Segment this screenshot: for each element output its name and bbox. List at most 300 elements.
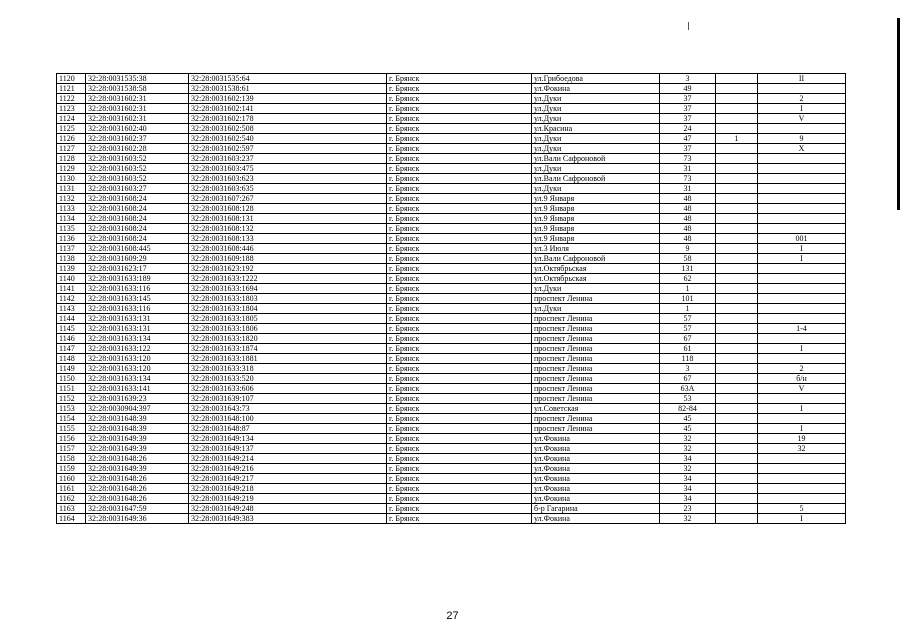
table-row xyxy=(57,364,846,374)
cell-building xyxy=(716,274,758,284)
cell-building xyxy=(716,384,758,394)
cell-row-number: 1160 xyxy=(57,474,86,484)
cell-parent-cadastral-number: 32:28:0031608:24 xyxy=(86,204,189,214)
cell-parent-cadastral-number: 32:28:0031649:39 xyxy=(86,464,189,474)
cell-city: г. Брянск xyxy=(387,444,532,454)
cell-street: ул.Фокина xyxy=(532,84,660,94)
cell-cadastral-number: 32:28:0031649:219 xyxy=(189,494,387,504)
cell-house-number: 1 xyxy=(660,284,716,294)
cell-street: ул.Красина xyxy=(532,124,660,134)
cell-row-number: 1123 xyxy=(57,104,86,114)
table-row xyxy=(57,214,846,224)
cell-parent-cadastral-number: 32:28:0031602:31 xyxy=(86,104,189,114)
cell-building xyxy=(716,204,758,214)
cell-street: ул.Дуки xyxy=(532,284,660,294)
cell-house-number: 34 xyxy=(660,474,716,484)
cell-house-number: 23 xyxy=(660,504,716,514)
cell-row-number: 1153 xyxy=(57,404,86,414)
table-row xyxy=(57,494,846,504)
cell-parent-cadastral-number: 32:28:0031602:40 xyxy=(86,124,189,134)
table-row xyxy=(57,474,846,484)
cell-city: г. Брянск xyxy=(387,164,532,174)
cell-building xyxy=(716,214,758,224)
cell-city: г. Брянск xyxy=(387,384,532,394)
cell-cadastral-number: 32:28:0031608:133 xyxy=(189,234,387,244)
table-row xyxy=(57,294,846,304)
cell-cadastral-number: 32:28:0031648:100 xyxy=(189,414,387,424)
cell-city: г. Брянск xyxy=(387,134,532,144)
table-row xyxy=(57,324,846,334)
cell-city: г. Брянск xyxy=(387,94,532,104)
cell-street: ул.9 Января xyxy=(532,204,660,214)
cell-parent-cadastral-number: 32:28:0031603:52 xyxy=(86,164,189,174)
cell-cadastral-number: 32:28:0031633:1874 xyxy=(189,344,387,354)
cell-apartment xyxy=(758,84,846,94)
cell-parent-cadastral-number: 32:28:0031648:39 xyxy=(86,414,189,424)
cell-row-number: 1163 xyxy=(57,504,86,514)
cell-city: г. Брянск xyxy=(387,194,532,204)
cell-apartment: X xyxy=(758,144,846,154)
table-row xyxy=(57,154,846,164)
cell-street: ул.Вали Сафроновой xyxy=(532,154,660,164)
cell-apartment: 001 xyxy=(758,234,846,244)
cell-street: проспект Ленина xyxy=(532,374,660,384)
cell-apartment: 1-4 xyxy=(758,324,846,334)
table-row xyxy=(57,514,846,524)
table-row xyxy=(57,224,846,234)
cell-cadastral-number: 32:28:0031649:137 xyxy=(189,444,387,454)
table-row xyxy=(57,134,846,144)
cell-apartment xyxy=(758,224,846,234)
cell-building xyxy=(716,374,758,384)
cell-parent-cadastral-number: 32:28:0031648:39 xyxy=(86,424,189,434)
cell-building xyxy=(716,114,758,124)
cell-apartment: б/н xyxy=(758,374,846,384)
cell-house-number: 1 xyxy=(660,304,716,314)
cell-street: б-р Гагарина xyxy=(532,504,660,514)
cell-street: ул.Фокина xyxy=(532,444,660,454)
cell-house-number: 31 xyxy=(660,184,716,194)
cell-street: ул.9 Января xyxy=(532,224,660,234)
table-row xyxy=(57,354,846,364)
cell-apartment xyxy=(758,274,846,284)
cell-house-number: 131 xyxy=(660,264,716,274)
cell-parent-cadastral-number: 32:28:0031602:31 xyxy=(86,114,189,124)
cell-row-number: 1122 xyxy=(57,94,86,104)
cell-city: г. Брянск xyxy=(387,224,532,234)
cell-apartment xyxy=(758,214,846,224)
cell-city: г. Брянск xyxy=(387,294,532,304)
cell-apartment xyxy=(758,184,846,194)
cell-street: ул.Вали Сафроновой xyxy=(532,174,660,184)
cell-street: ул.Грибоедова xyxy=(532,74,660,84)
cell-cadastral-number: 32:28:0031633:1803 xyxy=(189,294,387,304)
cell-building xyxy=(716,434,758,444)
cell-city: г. Брянск xyxy=(387,234,532,244)
cell-apartment xyxy=(758,314,846,324)
cell-row-number: 1152 xyxy=(57,394,86,404)
cell-building xyxy=(716,194,758,204)
cell-building xyxy=(716,244,758,254)
cell-street: проспект Ленина xyxy=(532,354,660,364)
cell-street: проспект Ленина xyxy=(532,344,660,354)
cell-apartment xyxy=(758,484,846,494)
table-row xyxy=(57,404,846,414)
cell-apartment xyxy=(758,454,846,464)
cell-house-number: 101 xyxy=(660,294,716,304)
cell-city: г. Брянск xyxy=(387,514,532,524)
cell-apartment: 9 xyxy=(758,134,846,144)
cell-city: г. Брянск xyxy=(387,144,532,154)
cell-parent-cadastral-number: 32:28:0031608:24 xyxy=(86,214,189,224)
cell-house-number: 3 xyxy=(660,364,716,374)
cell-city: г. Брянск xyxy=(387,114,532,124)
cell-cadastral-number: 32:28:0031602:540 xyxy=(189,134,387,144)
cell-street: ул.Фокина xyxy=(532,514,660,524)
cell-house-number: 48 xyxy=(660,224,716,234)
cell-cadastral-number: 32:28:0031649:218 xyxy=(189,484,387,494)
cell-cadastral-number: 32:28:0031538:61 xyxy=(189,84,387,94)
cell-apartment: I xyxy=(758,514,846,524)
cell-parent-cadastral-number: 32:28:0031633:131 xyxy=(86,324,189,334)
cell-building xyxy=(716,334,758,344)
cell-cadastral-number: 32:28:0031633:1805 xyxy=(189,314,387,324)
cell-row-number: 1139 xyxy=(57,264,86,274)
cell-building xyxy=(716,174,758,184)
cell-apartment: 19 xyxy=(758,434,846,444)
cell-building xyxy=(716,484,758,494)
cell-parent-cadastral-number: 32:28:0031623:17 xyxy=(86,264,189,274)
cell-building xyxy=(716,94,758,104)
cell-cadastral-number: 32:28:0031633:1804 xyxy=(189,304,387,314)
cell-parent-cadastral-number: 32:28:0031647:59 xyxy=(86,504,189,514)
cell-building xyxy=(716,74,758,84)
cell-cadastral-number: 32:28:0031602:139 xyxy=(189,94,387,104)
cell-row-number: 1120 xyxy=(57,74,86,84)
cell-apartment xyxy=(758,474,846,484)
cell-row-number: 1142 xyxy=(57,294,86,304)
cell-building xyxy=(716,234,758,244)
cell-building xyxy=(716,254,758,264)
table-row xyxy=(57,204,846,214)
cell-building xyxy=(716,354,758,364)
cell-row-number: 1162 xyxy=(57,494,86,504)
cell-row-number: 1157 xyxy=(57,444,86,454)
table-row xyxy=(57,344,846,354)
cell-cadastral-number: 32:28:0031602:508 xyxy=(189,124,387,134)
cell-cadastral-number: 32:28:0031648:87 xyxy=(189,424,387,434)
cell-row-number: 1132 xyxy=(57,194,86,204)
cell-city: г. Брянск xyxy=(387,204,532,214)
cell-street: ул.Дуки xyxy=(532,114,660,124)
cell-house-number: 49 xyxy=(660,84,716,94)
cell-house-number: 73 xyxy=(660,154,716,164)
cell-street: ул.Фокина xyxy=(532,434,660,444)
cell-parent-cadastral-number: 32:28:0031649:36 xyxy=(86,514,189,524)
cell-building xyxy=(716,364,758,374)
cell-cadastral-number: 32:28:0031609:188 xyxy=(189,254,387,264)
table-row xyxy=(57,424,846,434)
cell-apartment xyxy=(758,264,846,274)
cell-street: ул.Дуки xyxy=(532,94,660,104)
cell-house-number: 53 xyxy=(660,394,716,404)
cell-city: г. Брянск xyxy=(387,214,532,224)
cell-house-number: 32 xyxy=(660,464,716,474)
cell-parent-cadastral-number: 32:28:0031648:26 xyxy=(86,484,189,494)
cell-row-number: 1125 xyxy=(57,124,86,134)
cell-street: проспект Ленина xyxy=(532,334,660,344)
cell-city: г. Брянск xyxy=(387,484,532,494)
cell-cadastral-number: 32:28:0031623:192 xyxy=(189,264,387,274)
cell-apartment xyxy=(758,354,846,364)
table-row xyxy=(57,414,846,424)
cell-cadastral-number: 32:28:0031608:446 xyxy=(189,244,387,254)
cell-city: г. Брянск xyxy=(387,334,532,344)
cell-parent-cadastral-number: 32:28:0031633:189 xyxy=(86,274,189,284)
cell-apartment xyxy=(758,334,846,344)
cell-city: г. Брянск xyxy=(387,424,532,434)
cell-apartment xyxy=(758,304,846,314)
cell-city: г. Брянск xyxy=(387,374,532,384)
cell-street: проспект Ленина xyxy=(532,314,660,324)
cell-building xyxy=(716,284,758,294)
cell-street: ул.Фокина xyxy=(532,464,660,474)
table-row xyxy=(57,244,846,254)
cell-city: г. Брянск xyxy=(387,454,532,464)
table-row xyxy=(57,114,846,124)
cell-house-number: 37 xyxy=(660,94,716,104)
cell-row-number: 1156 xyxy=(57,434,86,444)
cell-cadastral-number: 32:28:0031649:134 xyxy=(189,434,387,444)
table-row xyxy=(57,74,846,84)
cell-street: проспект Ленина xyxy=(532,324,660,334)
cell-city: г. Брянск xyxy=(387,154,532,164)
cell-row-number: 1143 xyxy=(57,304,86,314)
table-row xyxy=(57,374,846,384)
cell-apartment: I xyxy=(758,104,846,114)
cell-apartment: V xyxy=(758,114,846,124)
cell-parent-cadastral-number: 32:28:0031633:131 xyxy=(86,314,189,324)
cell-apartment: II xyxy=(758,74,846,84)
cell-street: проспект Ленина xyxy=(532,394,660,404)
cell-row-number: 1154 xyxy=(57,414,86,424)
cell-parent-cadastral-number: 32:28:0031633:120 xyxy=(86,364,189,374)
cell-parent-cadastral-number: 32:28:0031602:31 xyxy=(86,94,189,104)
cell-row-number: 1135 xyxy=(57,224,86,234)
cell-street: ул.Фокина xyxy=(532,494,660,504)
cell-city: г. Брянск xyxy=(387,264,532,274)
cell-house-number: 57 xyxy=(660,324,716,334)
cell-city: г. Брянск xyxy=(387,84,532,94)
cell-city: г. Брянск xyxy=(387,404,532,414)
cell-row-number: 1131 xyxy=(57,184,86,194)
cell-parent-cadastral-number: 32:28:0031633:141 xyxy=(86,384,189,394)
cell-row-number: 1130 xyxy=(57,174,86,184)
cell-row-number: 1127 xyxy=(57,144,86,154)
cell-city: г. Брянск xyxy=(387,254,532,264)
cell-city: г. Брянск xyxy=(387,74,532,84)
page-number: 27 xyxy=(446,610,459,622)
cell-building xyxy=(716,414,758,424)
cell-cadastral-number: 32:28:0031603:635 xyxy=(189,184,387,194)
cell-cadastral-number: 32:28:0031603:237 xyxy=(189,154,387,164)
cell-city: г. Брянск xyxy=(387,274,532,284)
cell-cadastral-number: 32:28:0031633:1820 xyxy=(189,334,387,344)
cell-cadastral-number: 32:28:0031603:623 xyxy=(189,174,387,184)
cell-building xyxy=(716,454,758,464)
cell-parent-cadastral-number: 32:28:0031609:29 xyxy=(86,254,189,264)
table-row xyxy=(57,284,846,294)
cell-building xyxy=(716,404,758,414)
cell-city: г. Брянск xyxy=(387,464,532,474)
cell-street: ул.Дуки xyxy=(532,144,660,154)
cell-parent-cadastral-number: 32:28:0031633:134 xyxy=(86,334,189,344)
cell-cadastral-number: 32:28:0031602:178 xyxy=(189,114,387,124)
cell-building xyxy=(716,164,758,174)
cell-building xyxy=(716,84,758,94)
cell-apartment xyxy=(758,464,846,474)
cell-apartment: I xyxy=(758,344,846,354)
cell-house-number: 73 xyxy=(660,174,716,184)
cell-house-number: 57 xyxy=(660,314,716,324)
table-row xyxy=(57,84,846,94)
cell-row-number: 1136 xyxy=(57,234,86,244)
cell-apartment: 2 xyxy=(758,364,846,374)
cell-building xyxy=(716,184,758,194)
cell-street: проспект Ленина xyxy=(532,364,660,374)
cell-row-number: 1121 xyxy=(57,84,86,94)
cell-parent-cadastral-number: 32:28:0031633:122 xyxy=(86,344,189,354)
cell-house-number: 67 xyxy=(660,374,716,384)
cell-row-number: 1128 xyxy=(57,154,86,164)
cell-cadastral-number: 32:28:0031649:383 xyxy=(189,514,387,524)
cell-apartment xyxy=(758,494,846,504)
cell-parent-cadastral-number: 32:28:0031633:116 xyxy=(86,304,189,314)
cell-row-number: 1133 xyxy=(57,204,86,214)
cell-apartment xyxy=(758,194,846,204)
cell-street: ул.Дуки xyxy=(532,304,660,314)
cell-apartment: 2 xyxy=(758,94,846,104)
cell-cadastral-number: 32:28:0031603:475 xyxy=(189,164,387,174)
cell-house-number: 24 xyxy=(660,124,716,134)
cell-building xyxy=(716,154,758,164)
cell-cadastral-number: 32:28:0031633:1806 xyxy=(189,324,387,334)
cell-building xyxy=(716,444,758,454)
cell-row-number: 1155 xyxy=(57,424,86,434)
cell-street: ул.9 Января xyxy=(532,234,660,244)
cell-building xyxy=(716,424,758,434)
cell-apartment: I xyxy=(758,404,846,414)
cell-city: г. Брянск xyxy=(387,414,532,424)
cell-city: г. Брянск xyxy=(387,184,532,194)
table-row xyxy=(57,264,846,274)
table-row xyxy=(57,394,846,404)
table-row xyxy=(57,434,846,444)
cell-row-number: 1144 xyxy=(57,314,86,324)
cell-cadastral-number: 32:28:0031633:318 xyxy=(189,364,387,374)
cell-parent-cadastral-number: 32:28:0031603:52 xyxy=(86,154,189,164)
table-row xyxy=(57,94,846,104)
cell-parent-cadastral-number: 32:28:0030904:397 xyxy=(86,404,189,414)
cell-city: г. Брянск xyxy=(387,344,532,354)
cell-street: ул.Дуки xyxy=(532,164,660,174)
cell-house-number: 34 xyxy=(660,494,716,504)
cell-cadastral-number: 32:28:0031633:520 xyxy=(189,374,387,384)
cell-house-number: 37 xyxy=(660,144,716,154)
cell-street: проспект Ленина xyxy=(532,384,660,394)
cell-house-number: 47 xyxy=(660,134,716,144)
cell-parent-cadastral-number: 32:28:0031633:145 xyxy=(86,294,189,304)
cell-row-number: 1158 xyxy=(57,454,86,464)
cell-cadastral-number: 32:28:0031608:132 xyxy=(189,224,387,234)
cell-city: г. Брянск xyxy=(387,314,532,324)
table-body xyxy=(57,74,846,524)
table-row xyxy=(57,124,846,134)
cell-street: ул.9 Января xyxy=(532,214,660,224)
cell-parent-cadastral-number: 32:28:0031633:116 xyxy=(86,284,189,294)
cell-cadastral-number: 32:28:0031649:216 xyxy=(189,464,387,474)
cell-building xyxy=(716,294,758,304)
cell-building xyxy=(716,144,758,154)
cell-apartment: I xyxy=(758,254,846,264)
cell-parent-cadastral-number: 32:28:0031633:134 xyxy=(86,374,189,384)
cell-house-number: 63А xyxy=(660,384,716,394)
table-row xyxy=(57,184,846,194)
cell-house-number: 48 xyxy=(660,194,716,204)
cell-row-number: 1146 xyxy=(57,334,86,344)
cell-row-number: 1134 xyxy=(57,214,86,224)
cell-street: ул.Советская xyxy=(532,404,660,414)
cell-row-number: 1159 xyxy=(57,464,86,474)
cell-apartment xyxy=(758,124,846,134)
cell-house-number: 45 xyxy=(660,414,716,424)
cell-house-number: 34 xyxy=(660,454,716,464)
cell-parent-cadastral-number: 32:28:0031608:445 xyxy=(86,244,189,254)
cell-parent-cadastral-number: 32:28:0031538:58 xyxy=(86,84,189,94)
cell-street: проспект Ленина xyxy=(532,294,660,304)
cell-city: г. Брянск xyxy=(387,304,532,314)
cell-row-number: 1140 xyxy=(57,274,86,284)
cell-cadastral-number: 32:28:0031607:267 xyxy=(189,194,387,204)
cell-apartment xyxy=(758,394,846,404)
cell-building xyxy=(716,494,758,504)
cell-city: г. Брянск xyxy=(387,104,532,114)
cell-street: ул.Фокина xyxy=(532,454,660,464)
cell-cadastral-number: 32:28:0031602:141 xyxy=(189,104,387,114)
cell-house-number: 9 xyxy=(660,244,716,254)
table-row xyxy=(57,304,846,314)
cell-cadastral-number: 32:28:0031633:1881 xyxy=(189,354,387,364)
cell-cadastral-number: 32:28:0031633:606 xyxy=(189,384,387,394)
table-row xyxy=(57,174,846,184)
cell-building xyxy=(716,514,758,524)
cell-parent-cadastral-number: 32:28:0031648:26 xyxy=(86,454,189,464)
table-row xyxy=(57,384,846,394)
cell-building xyxy=(716,464,758,474)
table-row xyxy=(57,164,846,174)
cell-row-number: 1138 xyxy=(57,254,86,264)
cell-street: ул.Фокина xyxy=(532,484,660,494)
cell-house-number: 48 xyxy=(660,234,716,244)
cell-row-number: 1148 xyxy=(57,354,86,364)
cell-house-number: 37 xyxy=(660,114,716,124)
cell-street: ул.Дуки xyxy=(532,134,660,144)
cell-building xyxy=(716,504,758,514)
cell-row-number: 1137 xyxy=(57,244,86,254)
cell-parent-cadastral-number: 32:28:0031602:37 xyxy=(86,134,189,144)
cell-street: проспект Ленина xyxy=(532,414,660,424)
cell-street: ул.Вали Сафроновой xyxy=(532,254,660,264)
